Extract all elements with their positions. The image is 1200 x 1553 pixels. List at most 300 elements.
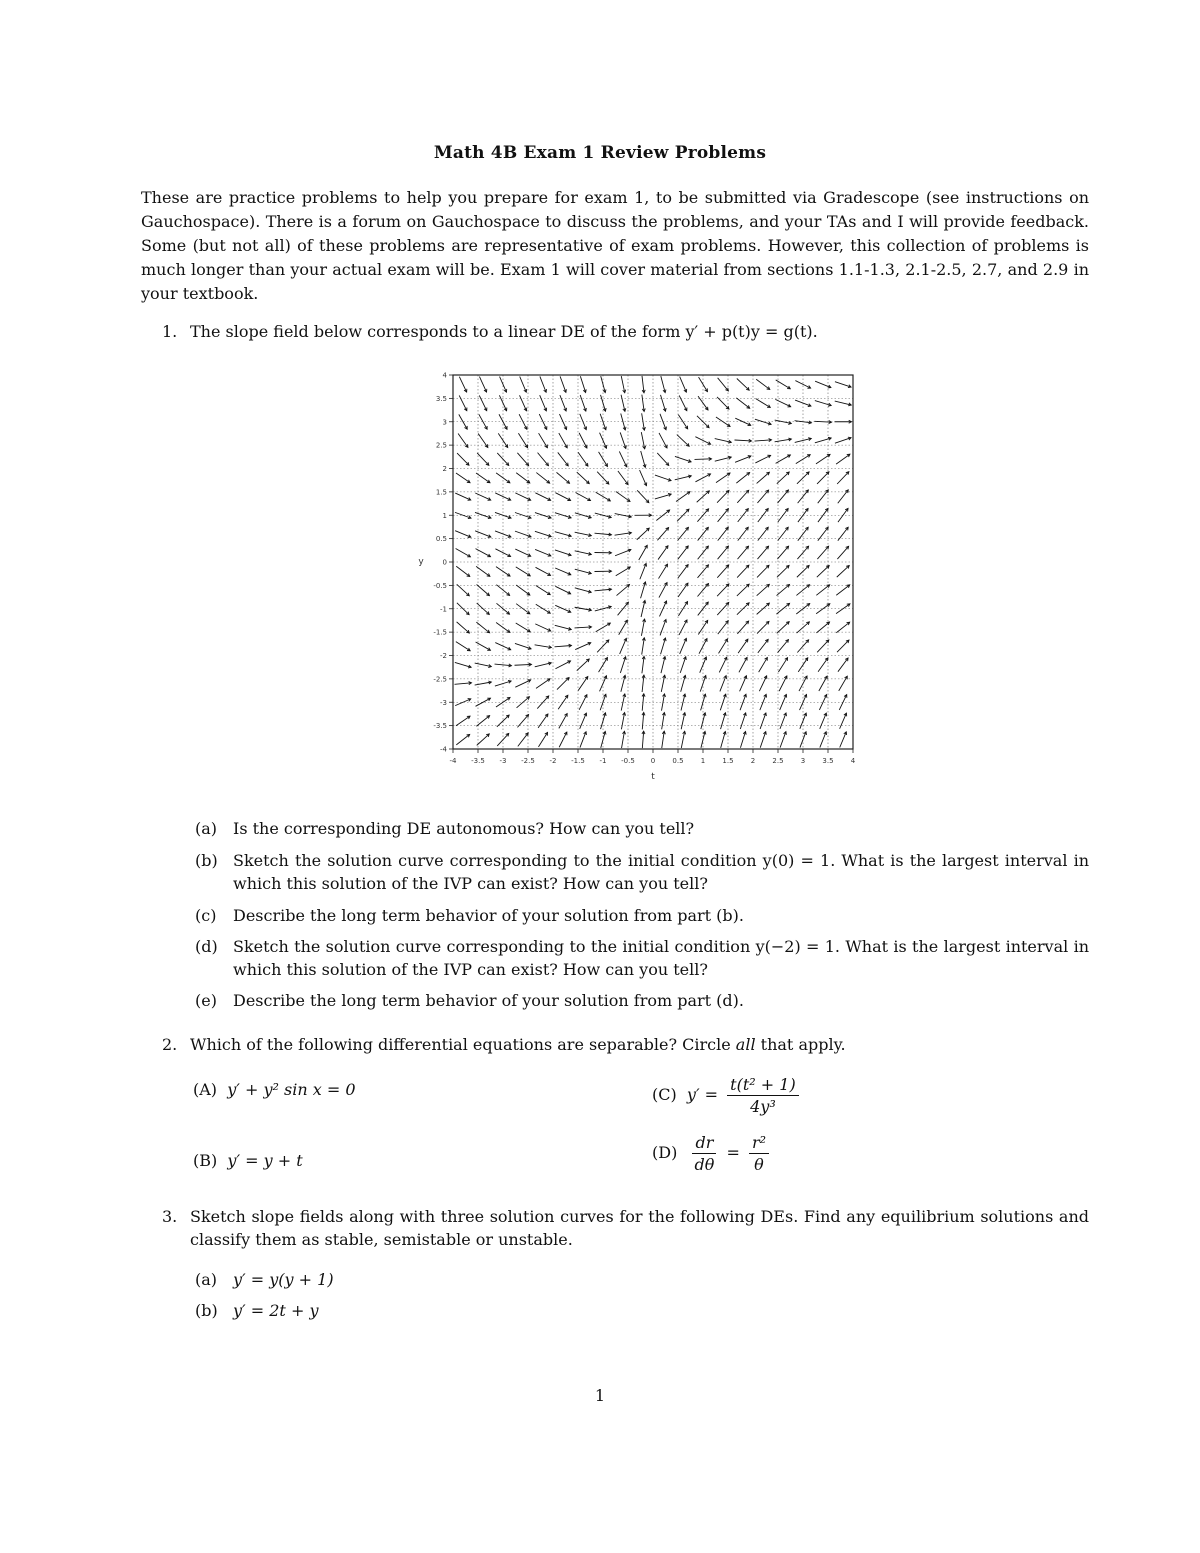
slope-arrow-shaft (819, 695, 826, 710)
slope-arrow (601, 731, 606, 747)
slope-arrow (580, 395, 586, 411)
slope-arrow-shaft (515, 664, 532, 665)
choice-expression: y′ + y² sin x = 0 (227, 1080, 356, 1099)
slope-arrow-shaft (520, 395, 527, 411)
slope-arrow (575, 551, 592, 556)
x-tick-label: 2.5 (772, 757, 784, 765)
slope-arrow-shaft (737, 490, 748, 503)
slope-arrow-shaft (555, 532, 571, 537)
slope-arrow (720, 676, 727, 692)
slope-arrow-shaft (575, 627, 592, 628)
y-tick-label: -0.5 (433, 581, 447, 590)
slope-arrow-shaft (758, 639, 768, 652)
slope-arrow (601, 395, 607, 411)
slope-arrow (737, 490, 748, 503)
slope-arrow-shaft (476, 716, 489, 727)
slope-arrow-shaft (677, 435, 689, 447)
slope-arrow (718, 378, 729, 391)
y-tick-label: -4 (440, 745, 447, 754)
slope-arrow (662, 731, 666, 748)
slope-arrow-shaft (662, 731, 664, 748)
slope-arrow (820, 713, 827, 729)
question-text: The slope field below corresponds to a linear DE of the form y′ + p(t)y = g(t). (190, 322, 818, 341)
slope-arrow-shaft (475, 531, 491, 537)
part-text: Describe the long term behavior of your solution from part (b). (233, 906, 744, 925)
slope-arrow-shaft (759, 676, 766, 691)
slope-arrow-shaft (777, 546, 788, 559)
slope-arrow (477, 584, 490, 595)
slope-arrow (818, 527, 828, 540)
x-tick-label: 1.5 (722, 757, 734, 765)
y-tick-label: -2 (440, 652, 447, 660)
slope-arrow (679, 395, 687, 410)
slope-arrow (737, 379, 749, 391)
slope-arrow-shaft (697, 491, 710, 502)
slope-arrow (635, 514, 652, 517)
slope-arrow-shaft (837, 472, 849, 484)
slope-arrow (715, 456, 731, 461)
slope-arrow-shaft (661, 395, 666, 411)
slope-arrow (678, 415, 687, 429)
slope-arrow (478, 433, 488, 447)
slope-arrow (757, 565, 769, 577)
slope-arrow (621, 675, 626, 691)
slope-arrow-shaft (496, 697, 510, 707)
slope-arrow-shaft (475, 493, 490, 500)
slope-arrow (621, 376, 625, 393)
slope-arrow-shaft (740, 713, 745, 729)
slope-arrow (776, 380, 791, 389)
slope-arrow (558, 452, 568, 465)
slope-arrow-shaft (680, 657, 685, 673)
slope-arrow-shaft (479, 377, 486, 392)
slope-arrow (640, 470, 647, 486)
slope-arrow-shaft (478, 433, 488, 447)
slope-arrow-shaft (820, 713, 827, 729)
slope-arrow-shaft (537, 696, 548, 709)
slope-arrow-shaft (536, 586, 550, 595)
y-tick-label: 1 (442, 511, 447, 520)
slope-arrow-shaft (555, 568, 571, 575)
slope-arrow-shaft (659, 583, 667, 598)
slope-arrow (641, 600, 646, 617)
part-text: y′ = y(y + 1) (233, 1270, 334, 1289)
slope-arrow (679, 620, 687, 635)
slope-arrow (620, 638, 627, 654)
slope-arrow-shaft (738, 527, 749, 540)
slope-arrow (578, 452, 588, 466)
slope-arrow-shaft (678, 565, 688, 579)
slope-arrow-shaft (655, 494, 671, 499)
slope-arrow-shaft (657, 453, 668, 466)
y-axis-label: y (418, 557, 424, 567)
slope-arrow (518, 733, 528, 746)
x-tick-label: -2.5 (521, 757, 535, 765)
slope-arrow-shaft (456, 473, 470, 483)
slope-arrow (615, 549, 631, 556)
slope-arrow-shaft (777, 565, 789, 577)
slope-arrow (777, 622, 789, 634)
slope-arrow (560, 395, 567, 411)
slope-arrow-shaft (735, 456, 751, 462)
choice-lhs: y′ = (686, 1085, 719, 1104)
slope-arrow (675, 475, 692, 480)
slope-arrow-shaft (818, 658, 828, 672)
y-tick-label: -2.5 (433, 675, 447, 684)
slope-arrow (496, 697, 510, 707)
slope-arrow (735, 456, 751, 463)
slope-arrow (536, 473, 549, 484)
slope-arrow (557, 472, 570, 483)
slope-arrow (758, 509, 768, 522)
slope-arrow-shaft (679, 620, 687, 635)
slope-arrow-shaft (658, 564, 667, 578)
slope-arrow-shaft (499, 395, 506, 410)
slope-arrow-shaft (835, 382, 851, 387)
part-label: (d) (195, 937, 218, 956)
slope-arrow-shaft (700, 676, 706, 692)
slope-arrow (535, 624, 550, 631)
slope-arrow-shaft (678, 602, 687, 616)
slope-arrow-shaft (755, 455, 770, 463)
slope-arrow-shaft (655, 475, 671, 481)
slope-arrow-shaft (479, 395, 486, 410)
slope-arrow (559, 433, 567, 448)
slope-arrow-shaft (477, 584, 490, 595)
slope-arrow (760, 732, 766, 748)
slope-arrow (455, 493, 470, 500)
slope-arrow-shaft (518, 733, 528, 746)
slope-arrow (777, 585, 790, 596)
slope-arrow (575, 607, 592, 611)
slope-arrow (836, 622, 849, 633)
slope-arrow-shaft (637, 490, 649, 502)
slope-arrow-shaft (615, 550, 631, 556)
slope-arrow-shaft (815, 421, 832, 422)
slope-arrow-shaft (538, 732, 547, 746)
slope-arrow-shaft (617, 585, 630, 596)
slope-arrow-shaft (580, 732, 586, 748)
slope-arrow-shaft (559, 732, 567, 747)
slope-arrow (658, 546, 668, 560)
slope-arrow-shaft (618, 602, 629, 615)
slope-arrow-shaft (758, 509, 768, 522)
slope-arrow (815, 421, 832, 424)
slope-arrow (477, 453, 489, 465)
slope-arrow (642, 675, 645, 692)
slope-arrow (837, 472, 849, 484)
slope-arrow (737, 621, 748, 634)
slope-arrow (458, 434, 468, 448)
slope-arrow (681, 731, 685, 748)
slope-arrow (520, 395, 527, 411)
slope-arrow (717, 565, 728, 578)
slope-arrow-shaft (836, 454, 850, 464)
slope-arrow-shaft (455, 662, 471, 667)
slope-arrow (775, 438, 792, 442)
slope-arrow-shaft (799, 676, 807, 691)
slope-arrow-shaft (817, 566, 829, 578)
slope-arrow (816, 585, 829, 596)
slope-arrow (621, 713, 625, 730)
slope-arrow (758, 639, 768, 652)
slope-arrow-shaft (575, 643, 591, 650)
x-tick-label: -1.5 (571, 757, 585, 765)
y-tick-label: 3 (442, 418, 447, 427)
slope-arrow (615, 532, 632, 536)
choice-a (193, 1080, 356, 1099)
x-tick-label: 3.5 (822, 757, 834, 765)
slope-arrow-shaft (555, 493, 570, 501)
slope-arrow (601, 713, 607, 729)
slope-arrow-shaft (580, 376, 585, 392)
slope-arrow (721, 713, 727, 729)
slope-arrow-shaft (695, 437, 710, 445)
fraction (749, 1133, 769, 1174)
slope-arrow (661, 657, 666, 674)
slope-arrow-shaft (456, 716, 470, 726)
slope-arrow (739, 657, 747, 672)
slope-arrow-shaft (837, 640, 849, 652)
slope-arrow-shaft (558, 452, 568, 465)
part-text: Sketch the solution curve corresponding to the initial condition y(0) = 1. What is the largest interval in which this solution of the IVP can exist? How can you tell? (233, 851, 1089, 893)
slope-arrow (456, 716, 470, 726)
slope-arrow-shaft (757, 621, 769, 633)
slope-arrow (535, 549, 551, 556)
part-label: (a) (195, 1270, 218, 1289)
slope-arrow (677, 435, 689, 447)
slope-arrow (575, 532, 592, 536)
slope-arrow (835, 420, 852, 423)
slope-arrow-shaft (619, 451, 626, 466)
slope-arrow (617, 585, 630, 596)
slope-arrow-shaft (616, 492, 630, 502)
slope-arrow (676, 492, 690, 502)
slope-arrow (661, 395, 667, 411)
slope-arrow (459, 377, 466, 392)
slope-arrow (577, 472, 589, 484)
slope-arrow-shaft (780, 732, 786, 748)
slope-arrow (538, 732, 547, 746)
slope-arrow-shaft (817, 640, 829, 652)
slope-arrow (616, 492, 630, 502)
slope-arrow-shaft (777, 622, 789, 634)
slope-arrow (681, 713, 686, 730)
slope-arrow-shaft (536, 679, 550, 689)
slope-arrow (701, 731, 706, 748)
slope-arrow (815, 381, 831, 388)
slope-arrow-shaft (620, 432, 626, 448)
slope-arrow-shaft (839, 676, 848, 691)
slope-arrow (642, 376, 645, 393)
slope-arrow (539, 433, 548, 448)
slope-arrow (455, 531, 471, 538)
slope-arrow-shaft (476, 549, 491, 557)
slope-arrow (537, 696, 548, 709)
slope-arrow-shaft (615, 533, 632, 535)
slope-arrow (660, 619, 666, 635)
slope-arrow (799, 676, 807, 691)
slope-arrow (575, 513, 591, 519)
slope-arrow-shaft (515, 680, 530, 687)
slope-arrow (737, 565, 749, 577)
slope-arrow-shaft (815, 381, 831, 387)
slope-arrow (659, 433, 667, 448)
slope-arrow (619, 620, 628, 635)
slope-arrow (678, 602, 687, 616)
slope-arrow (618, 471, 628, 485)
slope-arrow (517, 453, 528, 466)
slope-arrow (575, 569, 591, 574)
slope-arrow-shaft (555, 550, 571, 555)
y-tick-label: 0 (442, 558, 447, 567)
slope-arrow-shaft (659, 433, 667, 448)
slope-arrow-shaft (559, 433, 567, 448)
slope-arrow (459, 395, 467, 410)
slope-arrow (601, 376, 606, 392)
slope-arrow-shaft (580, 713, 587, 729)
slope-arrow (515, 643, 531, 649)
slope-arrow (661, 638, 667, 654)
slope-arrow (755, 419, 771, 425)
slope-arrow-shaft (738, 509, 749, 522)
slope-arrow (642, 638, 646, 655)
slope-arrow (758, 527, 768, 540)
slope-arrow (618, 602, 629, 615)
slope-arrow (456, 734, 469, 744)
slope-arrow-shaft (560, 376, 566, 392)
slope-arrow-shaft (540, 376, 546, 392)
slope-arrow (777, 546, 788, 559)
choice-label: (D) (652, 1143, 678, 1162)
slope-arrow (775, 399, 790, 407)
slope-arrow-shaft (720, 676, 726, 692)
slope-arrow-shaft (736, 473, 749, 484)
slope-arrow (599, 452, 608, 466)
slope-arrow (836, 454, 850, 464)
slope-arrow (535, 531, 551, 537)
slope-arrow (777, 472, 789, 484)
slope-arrow (540, 376, 547, 392)
slope-arrow (620, 432, 626, 448)
slope-arrow (515, 663, 532, 666)
slope-arrow (838, 658, 848, 672)
slope-arrow-shaft (596, 492, 611, 501)
y-tick-label: 2 (442, 465, 447, 473)
slope-arrow (815, 437, 831, 442)
x-tick-label: -3 (499, 757, 507, 765)
slope-arrow (641, 619, 645, 636)
x-tick-label: 1 (700, 757, 706, 765)
slope-arrow-shaft (621, 675, 625, 691)
slope-arrow-shaft (775, 439, 792, 442)
slope-arrow (662, 713, 666, 730)
slope-arrow-shaft (777, 472, 789, 484)
slope-arrow-shaft (717, 565, 728, 578)
slope-arrow-shaft (555, 586, 570, 593)
slope-arrow (715, 439, 732, 444)
slope-arrow (717, 490, 729, 502)
slope-arrow-shaft (778, 658, 787, 672)
slope-arrow-shaft (720, 694, 725, 710)
slope-arrow (818, 490, 829, 503)
slope-arrow-shaft (735, 440, 752, 441)
slope-arrow-shaft (601, 731, 606, 747)
slope-arrow (661, 675, 665, 692)
slope-arrow-shaft (456, 642, 470, 651)
part-text: Sketch the solution curve corresponding to the initial condition y(−2) = 1. What is the largest interval in which this solution of the IVP can exist? How can you tell? (233, 937, 1089, 979)
y-tick-label: 3.5 (435, 394, 447, 403)
choice-label: (C) (652, 1085, 677, 1104)
page-number: 1 (594, 1386, 606, 1405)
slope-arrow-shaft (759, 658, 768, 673)
slope-arrow (579, 433, 587, 448)
slope-arrow-shaft (840, 732, 847, 748)
slope-arrow-shaft (776, 603, 789, 614)
slope-arrow-shaft (840, 713, 847, 729)
slope-arrow (515, 549, 530, 556)
slope-arrow-shaft (580, 414, 586, 430)
slope-arrow (580, 713, 587, 729)
slope-arrow (717, 584, 729, 596)
slope-arrow (719, 657, 727, 672)
slope-arrow-shaft (637, 528, 649, 540)
slope-arrow (737, 584, 749, 596)
slope-arrow (818, 508, 828, 522)
slope-arrow-shaft (555, 646, 572, 647)
slope-arrow (641, 432, 645, 449)
x-tick-label: 3 (800, 757, 806, 765)
slope-arrow (735, 439, 752, 442)
slope-arrow (476, 622, 489, 633)
slope-arrow (757, 472, 770, 483)
slope-arrow-shaft (640, 470, 647, 486)
slope-arrow-shaft (640, 563, 646, 579)
slope-arrow-shaft (680, 638, 687, 654)
choice-label: (B) (193, 1151, 218, 1170)
slope-arrow-shaft (756, 379, 770, 389)
x-tick-label: -2 (549, 757, 557, 765)
slope-arrow-shaft (555, 661, 570, 669)
slope-arrow (681, 675, 686, 691)
slope-arrow (536, 567, 551, 575)
x-tick-label: 0 (650, 757, 656, 765)
slope-arrow (456, 642, 470, 651)
slope-arrow-shaft (678, 527, 689, 540)
slope-arrow-shaft (817, 546, 828, 559)
slope-arrow (642, 731, 645, 748)
question-number: 3. (162, 1207, 178, 1226)
slope-arrow-shaft (737, 621, 748, 634)
part-label: (b) (195, 1301, 218, 1320)
slope-arrow-shaft (737, 584, 749, 596)
slope-arrow (555, 550, 571, 556)
slope-arrow-shaft (757, 565, 769, 577)
slope-arrow-shaft (535, 549, 551, 555)
slope-arrow (642, 395, 645, 412)
slope-arrow (740, 732, 746, 748)
slope-field-chart (415, 365, 875, 790)
slope-arrow (678, 527, 689, 540)
slope-arrow-shaft (459, 395, 467, 410)
slope-arrow (595, 513, 611, 518)
slope-arrow (477, 734, 490, 745)
fraction (727, 1075, 799, 1116)
fraction-numerator: r² (749, 1133, 769, 1154)
slope-arrow (718, 546, 729, 559)
slope-arrow (536, 679, 550, 689)
y-tick-label: 1.5 (435, 488, 447, 497)
